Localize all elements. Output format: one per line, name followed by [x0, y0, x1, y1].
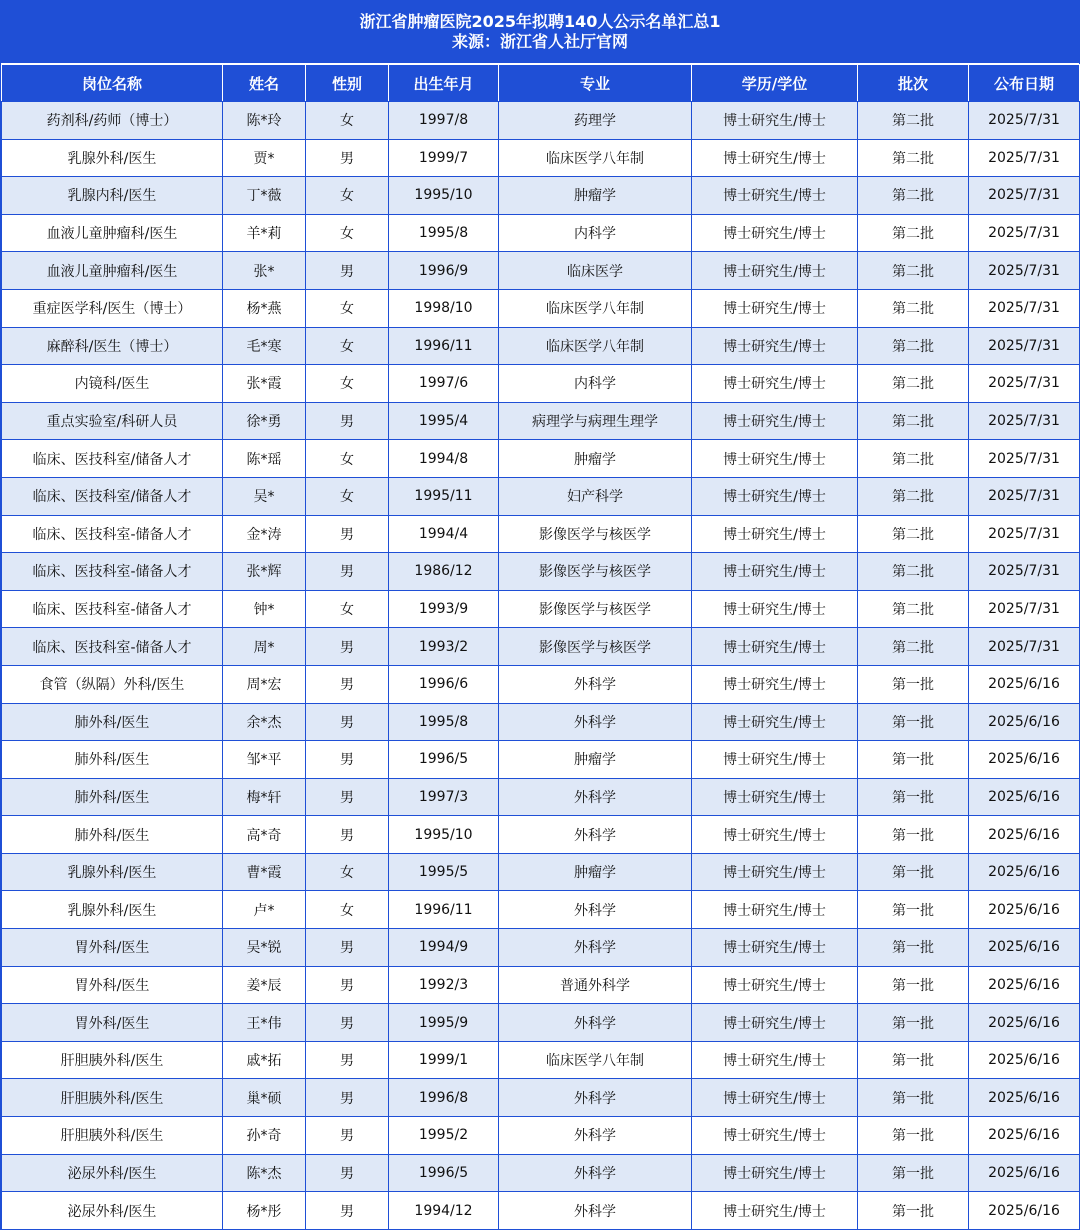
cell-name: 梅*轩 [223, 778, 306, 816]
cell-name: 羊*莉 [223, 214, 306, 252]
cell-gender: 女 [306, 853, 389, 891]
cell-gender: 女 [306, 891, 389, 929]
cell-batch: 第一批 [858, 1154, 969, 1192]
cell-batch: 第二批 [858, 628, 969, 666]
cell-batch: 第一批 [858, 891, 969, 929]
cell-degree: 博士研究生/博士 [692, 177, 858, 215]
cell-degree: 博士研究生/博士 [692, 590, 858, 628]
cell-birth: 1992/3 [389, 966, 499, 1004]
cell-name: 姜*辰 [223, 966, 306, 1004]
cell-birth: 1994/9 [389, 929, 499, 967]
cell-gender: 女 [306, 214, 389, 252]
cell-position: 临床、医技科室/储备人才 [2, 477, 223, 515]
cell-batch: 第一批 [858, 929, 969, 967]
cell-name: 丁*薇 [223, 177, 306, 215]
table-row [2, 853, 1080, 891]
cell-gender: 女 [306, 102, 389, 140]
cell-gender: 男 [306, 703, 389, 741]
cell-position: 食管（纵隔）外科/医生 [2, 665, 223, 703]
cell-major: 外科学 [499, 1117, 692, 1155]
cell-birth: 1994/12 [389, 1192, 499, 1230]
cell-position: 重点实验室/科研人员 [2, 402, 223, 440]
cell-date: 2025/7/31 [969, 289, 1080, 327]
cell-name: 孙*奇 [223, 1117, 306, 1155]
cell-date: 2025/7/31 [969, 628, 1080, 666]
cell-position: 泌尿外科/医生 [2, 1192, 223, 1230]
cell-name: 陈*瑶 [223, 440, 306, 478]
cell-batch: 第二批 [858, 477, 969, 515]
cell-birth: 1995/8 [389, 214, 499, 252]
cell-batch: 第一批 [858, 1192, 969, 1230]
cell-name: 张* [223, 252, 306, 290]
cell-date: 2025/7/31 [969, 252, 1080, 290]
cell-batch: 第二批 [858, 402, 969, 440]
cell-name: 徐*勇 [223, 402, 306, 440]
cell-birth: 1997/8 [389, 102, 499, 140]
cell-gender: 男 [306, 628, 389, 666]
cell-major: 外科学 [499, 1192, 692, 1230]
cell-degree: 博士研究生/博士 [692, 741, 858, 779]
cell-name: 巢*硕 [223, 1079, 306, 1117]
table-row [2, 778, 1080, 816]
cell-position: 药剂科/药师（博士） [2, 102, 223, 140]
cell-birth: 1996/6 [389, 665, 499, 703]
cell-birth: 1993/2 [389, 628, 499, 666]
cell-position: 临床、医技科室-储备人才 [2, 553, 223, 591]
cell-degree: 博士研究生/博士 [692, 365, 858, 403]
cell-position: 乳腺外科/医生 [2, 139, 223, 177]
cell-date: 2025/7/31 [969, 477, 1080, 515]
cell-birth: 1995/2 [389, 1117, 499, 1155]
cell-birth: 1995/11 [389, 477, 499, 515]
cell-name: 周* [223, 628, 306, 666]
cell-date: 2025/6/16 [969, 853, 1080, 891]
cell-degree: 博士研究生/博士 [692, 515, 858, 553]
cell-name: 杨*燕 [223, 289, 306, 327]
cell-name: 王*伟 [223, 1004, 306, 1042]
cell-major: 临床医学八年制 [499, 1041, 692, 1079]
cell-birth: 1998/10 [389, 289, 499, 327]
cell-degree: 博士研究生/博士 [692, 1154, 858, 1192]
cell-date: 2025/7/31 [969, 214, 1080, 252]
cell-birth: 1996/5 [389, 741, 499, 779]
col-header-batch: 批次 [858, 65, 969, 102]
cell-gender: 男 [306, 1154, 389, 1192]
cell-date: 2025/6/16 [969, 778, 1080, 816]
cell-gender: 男 [306, 402, 389, 440]
table-row [2, 289, 1080, 327]
header-row [2, 65, 1080, 102]
cell-batch: 第二批 [858, 177, 969, 215]
table-row [2, 628, 1080, 666]
table-row [2, 1117, 1080, 1155]
cell-position: 肺外科/医生 [2, 778, 223, 816]
cell-batch: 第二批 [858, 440, 969, 478]
cell-position: 重症医学科/医生（博士） [2, 289, 223, 327]
cell-position: 胃外科/医生 [2, 929, 223, 967]
cell-degree: 博士研究生/博士 [692, 553, 858, 591]
cell-gender: 男 [306, 139, 389, 177]
cell-birth: 1995/10 [389, 816, 499, 854]
cell-gender: 男 [306, 553, 389, 591]
cell-batch: 第二批 [858, 252, 969, 290]
cell-major: 普通外科学 [499, 966, 692, 1004]
cell-degree: 博士研究生/博士 [692, 853, 858, 891]
table-row [2, 402, 1080, 440]
cell-position: 肝胆胰外科/医生 [2, 1117, 223, 1155]
cell-date: 2025/7/31 [969, 327, 1080, 365]
cell-name: 陈*玲 [223, 102, 306, 140]
cell-name: 吴*锐 [223, 929, 306, 967]
roster-table [1, 64, 1080, 1230]
cell-degree: 博士研究生/博士 [692, 1079, 858, 1117]
cell-major: 临床医学八年制 [499, 327, 692, 365]
cell-degree: 博士研究生/博士 [692, 252, 858, 290]
cell-position: 内镜科/医生 [2, 365, 223, 403]
cell-birth: 1996/5 [389, 1154, 499, 1192]
cell-major: 外科学 [499, 665, 692, 703]
cell-date: 2025/6/16 [969, 966, 1080, 1004]
cell-position: 临床、医技科室-储备人才 [2, 590, 223, 628]
table-row [2, 139, 1080, 177]
cell-major: 外科学 [499, 1004, 692, 1042]
cell-birth: 1997/6 [389, 365, 499, 403]
cell-birth: 1994/8 [389, 440, 499, 478]
cell-degree: 博士研究生/博士 [692, 891, 858, 929]
cell-degree: 博士研究生/博士 [692, 966, 858, 1004]
cell-degree: 博士研究生/博士 [692, 1004, 858, 1042]
table-row [2, 929, 1080, 967]
cell-date: 2025/6/16 [969, 741, 1080, 779]
table-row [2, 553, 1080, 591]
table-row [2, 665, 1080, 703]
col-header-date: 公布日期 [969, 65, 1080, 102]
cell-position: 肝胆胰外科/医生 [2, 1041, 223, 1079]
cell-date: 2025/6/16 [969, 665, 1080, 703]
cell-gender: 男 [306, 929, 389, 967]
cell-batch: 第二批 [858, 214, 969, 252]
title-band [1, 1, 1079, 64]
cell-name: 戚*拓 [223, 1041, 306, 1079]
cell-major: 内科学 [499, 214, 692, 252]
cell-position: 乳腺外科/医生 [2, 891, 223, 929]
cell-name: 曹*霞 [223, 853, 306, 891]
cell-date: 2025/7/31 [969, 177, 1080, 215]
cell-batch: 第二批 [858, 139, 969, 177]
cell-degree: 博士研究生/博士 [692, 402, 858, 440]
cell-gender: 男 [306, 966, 389, 1004]
cell-degree: 博士研究生/博士 [692, 477, 858, 515]
cell-major: 病理学与病理生理学 [499, 402, 692, 440]
table-row [2, 1041, 1080, 1079]
col-header-degree: 学历/学位 [692, 65, 858, 102]
cell-major: 肿瘤学 [499, 440, 692, 478]
cell-degree: 博士研究生/博士 [692, 1117, 858, 1155]
cell-batch: 第一批 [858, 703, 969, 741]
table-row [2, 214, 1080, 252]
cell-batch: 第一批 [858, 1004, 969, 1042]
cell-batch: 第二批 [858, 365, 969, 403]
page-title: 浙江省肿瘤医院2025年拟聘140人公示名单汇总1 [359, 12, 721, 31]
cell-gender: 男 [306, 515, 389, 553]
table-row [2, 590, 1080, 628]
cell-gender: 男 [306, 1192, 389, 1230]
cell-major: 肿瘤学 [499, 177, 692, 215]
cell-name: 高*奇 [223, 816, 306, 854]
cell-gender: 男 [306, 1041, 389, 1079]
cell-birth: 1995/10 [389, 177, 499, 215]
cell-major: 妇产科学 [499, 477, 692, 515]
cell-birth: 1996/11 [389, 327, 499, 365]
cell-major: 肿瘤学 [499, 741, 692, 779]
cell-major: 外科学 [499, 929, 692, 967]
cell-birth: 1995/5 [389, 853, 499, 891]
cell-date: 2025/7/31 [969, 365, 1080, 403]
cell-date: 2025/6/16 [969, 703, 1080, 741]
cell-date: 2025/6/16 [969, 816, 1080, 854]
table-row [2, 365, 1080, 403]
cell-batch: 第一批 [858, 816, 969, 854]
cell-date: 2025/7/31 [969, 402, 1080, 440]
cell-major: 外科学 [499, 891, 692, 929]
cell-name: 卢* [223, 891, 306, 929]
cell-batch: 第二批 [858, 515, 969, 553]
cell-date: 2025/6/16 [969, 929, 1080, 967]
cell-major: 影像医学与核医学 [499, 590, 692, 628]
cell-gender: 男 [306, 252, 389, 290]
cell-position: 肺外科/医生 [2, 816, 223, 854]
table-row [2, 966, 1080, 1004]
cell-position: 血液儿童肿瘤科/医生 [2, 252, 223, 290]
table-row [2, 1004, 1080, 1042]
cell-major: 外科学 [499, 703, 692, 741]
cell-batch: 第二批 [858, 289, 969, 327]
cell-gender: 男 [306, 665, 389, 703]
cell-gender: 女 [306, 440, 389, 478]
col-header-major: 专业 [499, 65, 692, 102]
cell-degree: 博士研究生/博士 [692, 1041, 858, 1079]
table-row [2, 816, 1080, 854]
cell-position: 胃外科/医生 [2, 966, 223, 1004]
cell-gender: 男 [306, 778, 389, 816]
table-body [2, 102, 1080, 1230]
cell-batch: 第一批 [858, 1117, 969, 1155]
cell-position: 临床、医技科室-储备人才 [2, 515, 223, 553]
cell-batch: 第一批 [858, 665, 969, 703]
cell-gender: 女 [306, 177, 389, 215]
cell-name: 邹*平 [223, 741, 306, 779]
cell-batch: 第一批 [858, 966, 969, 1004]
cell-major: 外科学 [499, 816, 692, 854]
cell-birth: 1995/4 [389, 402, 499, 440]
cell-date: 2025/6/16 [969, 891, 1080, 929]
cell-batch: 第二批 [858, 553, 969, 591]
cell-date: 2025/6/16 [969, 1079, 1080, 1117]
cell-date: 2025/6/16 [969, 1192, 1080, 1230]
cell-gender: 男 [306, 741, 389, 779]
cell-position: 临床、医技科室-储备人才 [2, 628, 223, 666]
cell-degree: 博士研究生/博士 [692, 929, 858, 967]
cell-name: 钟* [223, 590, 306, 628]
cell-degree: 博士研究生/博士 [692, 703, 858, 741]
source-line: 来源：浙江省人社厅官网 [451, 32, 628, 51]
col-header-name: 姓名 [223, 65, 306, 102]
cell-name: 余*杰 [223, 703, 306, 741]
cell-degree: 博士研究生/博士 [692, 327, 858, 365]
cell-date: 2025/6/16 [969, 1117, 1080, 1155]
cell-position: 肝胆胰外科/医生 [2, 1079, 223, 1117]
cell-position: 麻醉科/医生（博士） [2, 327, 223, 365]
cell-gender: 女 [306, 365, 389, 403]
cell-degree: 博士研究生/博士 [692, 816, 858, 854]
cell-gender: 男 [306, 1117, 389, 1155]
cell-name: 张*辉 [223, 553, 306, 591]
cell-degree: 博士研究生/博士 [692, 628, 858, 666]
cell-name: 毛*寒 [223, 327, 306, 365]
cell-major: 外科学 [499, 1079, 692, 1117]
cell-birth: 1996/9 [389, 252, 499, 290]
cell-birth: 1995/8 [389, 703, 499, 741]
cell-position: 血液儿童肿瘤科/医生 [2, 214, 223, 252]
cell-degree: 博士研究生/博士 [692, 214, 858, 252]
table-row [2, 1079, 1080, 1117]
table-row [2, 477, 1080, 515]
cell-birth: 1997/3 [389, 778, 499, 816]
cell-name: 贾* [223, 139, 306, 177]
cell-degree: 博士研究生/博士 [692, 289, 858, 327]
cell-major: 药理学 [499, 102, 692, 140]
cell-date: 2025/7/31 [969, 139, 1080, 177]
cell-batch: 第二批 [858, 590, 969, 628]
cell-position: 临床、医技科室/储备人才 [2, 440, 223, 478]
cell-degree: 博士研究生/博士 [692, 665, 858, 703]
table-row [2, 741, 1080, 779]
cell-position: 胃外科/医生 [2, 1004, 223, 1042]
cell-degree: 博士研究生/博士 [692, 440, 858, 478]
cell-date: 2025/7/31 [969, 553, 1080, 591]
cell-major: 外科学 [499, 1154, 692, 1192]
cell-birth: 1986/12 [389, 553, 499, 591]
table-row [2, 327, 1080, 365]
cell-major: 肿瘤学 [499, 853, 692, 891]
cell-degree: 博士研究生/博士 [692, 102, 858, 140]
cell-name: 陈*杰 [223, 1154, 306, 1192]
cell-birth: 1999/1 [389, 1041, 499, 1079]
col-header-position: 岗位名称 [2, 65, 223, 102]
cell-name: 张*霞 [223, 365, 306, 403]
cell-gender: 女 [306, 590, 389, 628]
table-row [2, 252, 1080, 290]
cell-major: 内科学 [499, 365, 692, 403]
cell-major: 外科学 [499, 778, 692, 816]
cell-gender: 男 [306, 1004, 389, 1042]
table-row [2, 1192, 1080, 1230]
cell-date: 2025/7/31 [969, 440, 1080, 478]
cell-batch: 第一批 [858, 853, 969, 891]
cell-batch: 第一批 [858, 1041, 969, 1079]
cell-major: 影像医学与核医学 [499, 515, 692, 553]
cell-name: 周*宏 [223, 665, 306, 703]
cell-major: 临床医学 [499, 252, 692, 290]
cell-batch: 第一批 [858, 778, 969, 816]
cell-date: 2025/6/16 [969, 1004, 1080, 1042]
col-header-gender: 性别 [306, 65, 389, 102]
cell-name: 吴* [223, 477, 306, 515]
table-row [2, 440, 1080, 478]
cell-position: 乳腺内科/医生 [2, 177, 223, 215]
cell-position: 乳腺外科/医生 [2, 853, 223, 891]
cell-degree: 博士研究生/博士 [692, 1192, 858, 1230]
cell-major: 临床医学八年制 [499, 139, 692, 177]
table-row [2, 102, 1080, 140]
table-row [2, 515, 1080, 553]
cell-date: 2025/6/16 [969, 1041, 1080, 1079]
cell-date: 2025/7/31 [969, 515, 1080, 553]
cell-gender: 女 [306, 289, 389, 327]
cell-batch: 第一批 [858, 741, 969, 779]
cell-gender: 女 [306, 477, 389, 515]
table-row [2, 1154, 1080, 1192]
table-row [2, 891, 1080, 929]
cell-date: 2025/7/31 [969, 102, 1080, 140]
table-row [2, 177, 1080, 215]
cell-gender: 男 [306, 816, 389, 854]
cell-major: 影像医学与核医学 [499, 553, 692, 591]
cell-name: 杨*彤 [223, 1192, 306, 1230]
cell-birth: 1996/11 [389, 891, 499, 929]
cell-birth: 1999/7 [389, 139, 499, 177]
col-header-birth: 出生年月 [389, 65, 499, 102]
cell-batch: 第二批 [858, 327, 969, 365]
cell-position: 肺外科/医生 [2, 741, 223, 779]
cell-degree: 博士研究生/博士 [692, 778, 858, 816]
cell-degree: 博士研究生/博士 [692, 139, 858, 177]
cell-date: 2025/6/16 [969, 1154, 1080, 1192]
cell-position: 泌尿外科/医生 [2, 1154, 223, 1192]
cell-batch: 第一批 [858, 1079, 969, 1117]
cell-birth: 1994/4 [389, 515, 499, 553]
cell-major: 临床医学八年制 [499, 289, 692, 327]
table-row [2, 703, 1080, 741]
cell-birth: 1995/9 [389, 1004, 499, 1042]
cell-major: 影像医学与核医学 [499, 628, 692, 666]
cell-birth: 1993/9 [389, 590, 499, 628]
cell-date: 2025/7/31 [969, 590, 1080, 628]
cell-gender: 男 [306, 1079, 389, 1117]
cell-batch: 第二批 [858, 102, 969, 140]
cell-position: 肺外科/医生 [2, 703, 223, 741]
cell-gender: 女 [306, 327, 389, 365]
cell-name: 金*涛 [223, 515, 306, 553]
cell-birth: 1996/8 [389, 1079, 499, 1117]
